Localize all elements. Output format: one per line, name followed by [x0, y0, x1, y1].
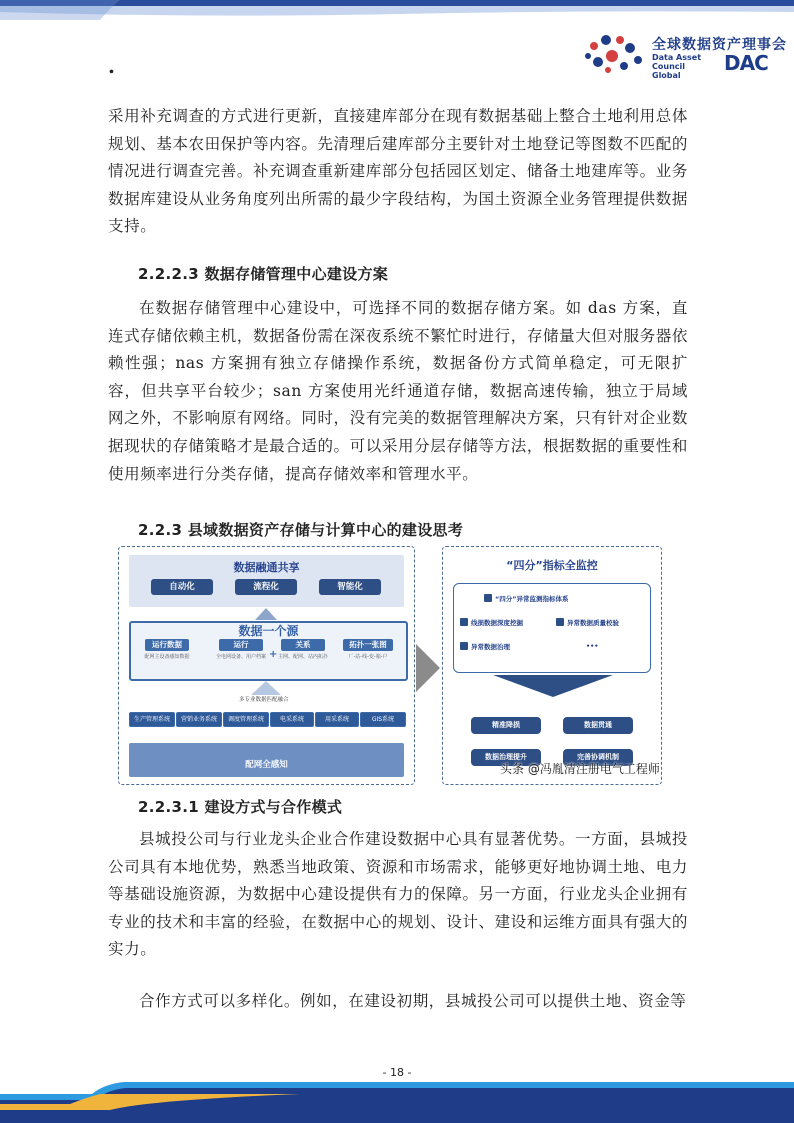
pill-data-link: 数据贯通: [563, 717, 633, 734]
monitor-item-quality-check: 异常数据质量校验: [556, 618, 619, 627]
single-source-title: 数据一个源: [238, 624, 299, 638]
molecule-logo-icon: [584, 32, 648, 76]
merge-label: 多专业数据匹配融合: [239, 697, 289, 703]
paragraph-database-update: 采用补充调查的方式进行更新，直接建库部分在现有数据基础上整合土地利用总体规划、基本农田保护等内容。先清理后建库部分主要针对土地登记等图数不匹配的情况进行调查完善。补充调查重新建库部分包括园区划定、储备土地建库等。业务数据库建设从业务角度列出所需的最少字段结构，为国土资源全业务管理提供数据支持。: [108, 107, 688, 236]
sub-box-operation: 运行: [219, 639, 263, 651]
system-gis: GIS系统: [360, 712, 406, 727]
single-source-box: [129, 621, 408, 681]
logo-chinese-name: 全球数据资产理事会: [652, 37, 787, 53]
pill-process: 流程化: [235, 579, 297, 595]
logo-english-name: Data Asset Council Global: [652, 53, 702, 80]
page-number: - 18 -: [382, 1066, 412, 1079]
pill-coordination: 完善协调机制: [563, 749, 633, 766]
heading-2-2-2-3: 2.2.2.3 数据存储管理中心建设方案: [138, 265, 389, 283]
pill-intelligent: 智能化: [319, 579, 381, 595]
sub-note-operation: 全电网设备、用户档案: [215, 654, 266, 660]
right-panel: [442, 546, 662, 785]
heading-2-2-3-1: 2.2.3.1 建设方式与合作模式: [138, 798, 343, 816]
monitor-items-box: [453, 583, 651, 673]
merge-arrow-icon: [251, 681, 281, 695]
plus-sign: +: [269, 649, 278, 660]
monitor-item-more: •••: [586, 642, 599, 650]
full-perception-base: [129, 743, 404, 777]
search-icon: [556, 618, 564, 626]
sub-box-operation-data: 运行数据: [145, 639, 189, 651]
system-dispatch: 调度管理系统: [223, 712, 269, 727]
database-icon: [460, 642, 468, 650]
paragraph-storage-solutions: 在数据存储管理中心建设中，可选择不同的数据存储方案。如 das 方案，直连式存储依赖主机，数据备份需在深夜系统不繁忙时进行，存储量大但对服务器依赖性强；nas 方案拥有独立存储操作系统，数据备份方式简单稳定，可无限扩容，但共享平台较少；san 方案使用光纤通道存储，数据高速传输，独立于局域网之外，不影响原有网络。同时，没有完美的数据管理解决方案，只有针对企业数据现状的存储策略才是最合适的。可以采用分层存储等方法，根据数据的重要性和使用频率进行分类存储，提高存储效率和管理水平。: [108, 299, 688, 483]
pill-precise-loss: 精准降损: [471, 717, 541, 734]
logo-dac-mark: DAC: [724, 51, 768, 75]
base-label: 配网全感知: [245, 760, 288, 770]
architecture-figure: [118, 546, 663, 786]
pill-governance-up: 数据治理提升: [471, 749, 541, 766]
watermark-text: 头条 @冯胤清注册电气工程师: [500, 762, 660, 776]
system-marketing: 营销业务系统: [176, 712, 222, 727]
up-arrow-icon: [255, 608, 277, 620]
grid-icon: [460, 618, 468, 626]
right-arrow-icon: [416, 644, 440, 692]
sub-box-topology: 拓扑一张图: [343, 639, 393, 651]
paragraph-cooperation-modes: 合作方式可以多样化。例如，在建设初期，县城投公司可以提供土地、资金等: [139, 992, 687, 1010]
sub-note-operation-data: 配网主设备感知数据: [144, 654, 190, 660]
system-production: 生产管理系统: [129, 712, 175, 727]
monitor-item-governance: 异常数据治理: [460, 642, 510, 651]
paragraph-cooperation-advantage: 县城投公司与行业龙头企业合作建设数据中心具有显著优势。一方面，县城投公司具有本地优势，熟悉当地政策、资源和市场需求，能够更好地协调土地、电力等基础设施资源，为数据中心建设提供有力的保障。另一方面，行业龙头企业拥有专业的技术和丰富的经验，在数据中心的规划、设计、建设和运维方面具有强大的实力。: [108, 830, 688, 959]
monitor-title: “四分”指标全监控: [506, 559, 598, 572]
monitor-item-index-system: “四分”异常监测指标体系: [484, 594, 569, 603]
sub-note-topology: 厂-站-线-变-箱-户: [348, 654, 388, 660]
data-sharing-banner: [129, 555, 404, 607]
chart-icon: [484, 594, 492, 602]
heading-2-2-3: 2.2.3 县域数据资产存储与计算中心的建设思考: [138, 521, 464, 539]
top-decorative-band: [0, 0, 794, 20]
sub-box-relation: 关系: [281, 639, 325, 651]
monitor-item-line-loss: 线损数据深度挖掘: [460, 618, 523, 627]
dac-logo: [584, 32, 787, 80]
banner-title: 数据融通共享: [233, 561, 300, 574]
header-dot: .: [108, 54, 115, 78]
left-panel: [118, 546, 415, 785]
system-user-collection: 用采系统: [315, 712, 359, 727]
system-electric-collection: 电采系统: [270, 712, 314, 727]
funnel-arrow-icon: [493, 675, 613, 697]
sub-note-relation: 主网、配网、站内拓扑: [277, 654, 328, 660]
bottom-decorative-band: [0, 1080, 794, 1123]
pill-automation: 自动化: [151, 579, 213, 595]
